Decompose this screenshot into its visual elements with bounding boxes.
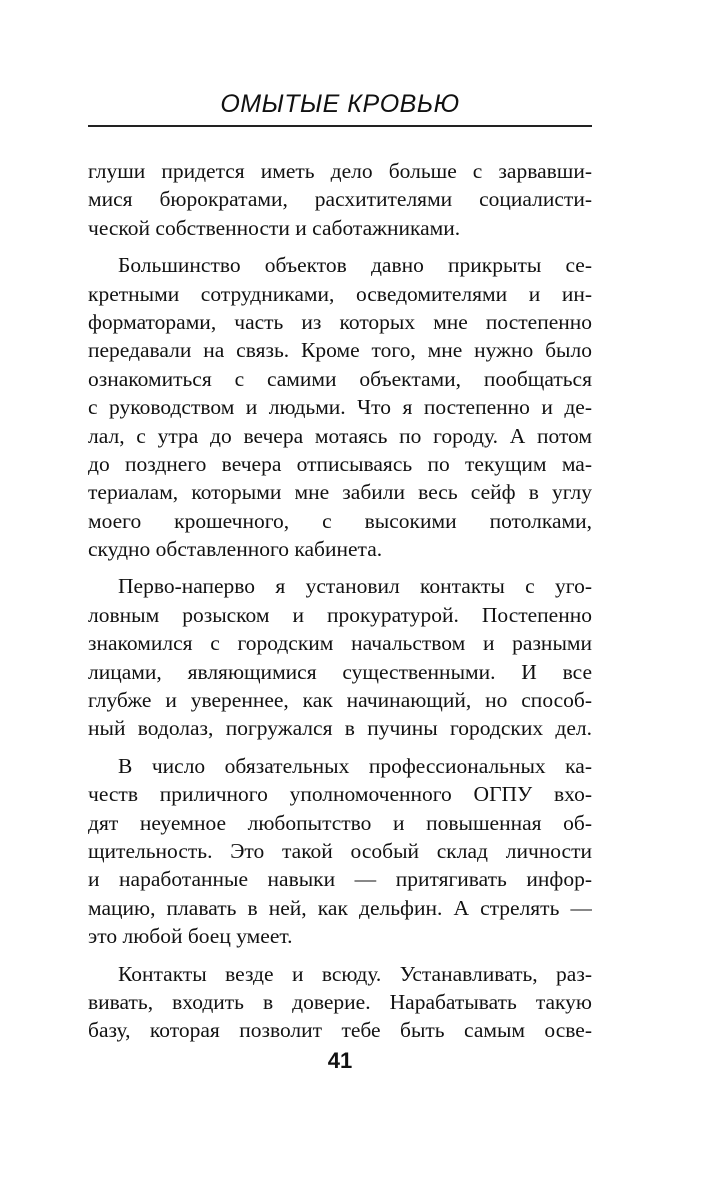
text-line: ческой собственности и саботажниками. (88, 215, 461, 240)
text-line: с руководством и людьми. Что я постепенно и де- (88, 395, 592, 420)
text-line: лицами, являющимися существенными. И все (88, 659, 592, 684)
text-line: ловным розыском и прокуратурой. Постепенно (88, 602, 592, 627)
page-number: 41 (327, 1048, 353, 1073)
text-line: форматорами, часть из которых мне постепенно (88, 309, 592, 334)
header-rule (88, 125, 592, 127)
text-line: знакомился с городским начальством и разными (88, 631, 592, 656)
text-line: В число обязательных профессиональных ка- (118, 753, 592, 778)
text-line: базу, которая позволит тебе быть самым осве- (88, 1018, 592, 1043)
paragraph-3 (88, 572, 592, 742)
text-line: глуши придется иметь дело больше с зарвавши- (88, 159, 592, 183)
text-line: до позднего вечера отписываясь по текущим ма- (88, 451, 592, 476)
text-line: честв приличного уполномоченного ОГПУ вхо- (88, 782, 592, 807)
paragraph-1 (88, 157, 592, 242)
body-text (88, 157, 592, 1054)
text-line: это любой боец умеет. (88, 924, 293, 949)
text-line: скудно обставленного кабинета. (88, 537, 383, 562)
text-line: териалам, которыми мне забили весь сейф в углу (88, 480, 592, 505)
paragraph-4 (88, 752, 592, 951)
text-line: мацию, плавать в ней, как дельфин. А стрелять — (88, 895, 592, 920)
text-line: глубже и увереннее, как начинающий, но способ- (88, 688, 592, 713)
text-line: вивать, входить в доверие. Нарабатывать такую (88, 989, 592, 1014)
text-line: Перво-наперво я установил контакты с уго- (118, 574, 592, 599)
text-line: ный водолаз, погружался в пучины городских дел. (88, 716, 592, 741)
book-page (88, 0, 592, 1181)
text-line: Большинство объектов давно прикрыты се- (118, 253, 592, 278)
text-line: передавали на связь. Кроме того, мне нужно было (88, 338, 592, 363)
text-line: кретными сотрудниками, осведомителями и ин- (88, 281, 592, 306)
text-line: дят неуемное любопытство и повышенная об- (88, 810, 592, 835)
text-line: моего крошечного, с высокими потолками, (88, 508, 592, 533)
paragraph-2 (88, 251, 592, 563)
text-line: и наработанные навыки — притягивать инфор- (88, 867, 592, 892)
paragraph-5 (88, 960, 592, 1045)
running-head-title: ОМЫТЫЕ КРОВЬЮ (220, 90, 460, 118)
text-line: ознакомиться с самими объектами, пообщаться (88, 366, 592, 391)
text-line: лал, с утра до вечера мотаясь по городу. А потом (88, 423, 592, 448)
text-line: щительность. Это такой особый склад личности (88, 838, 592, 863)
text-line: мися бюрократами, расхитителями социалисти- (88, 187, 592, 212)
text-line: Контакты везде и всюду. Устанавливать, раз- (118, 961, 592, 986)
